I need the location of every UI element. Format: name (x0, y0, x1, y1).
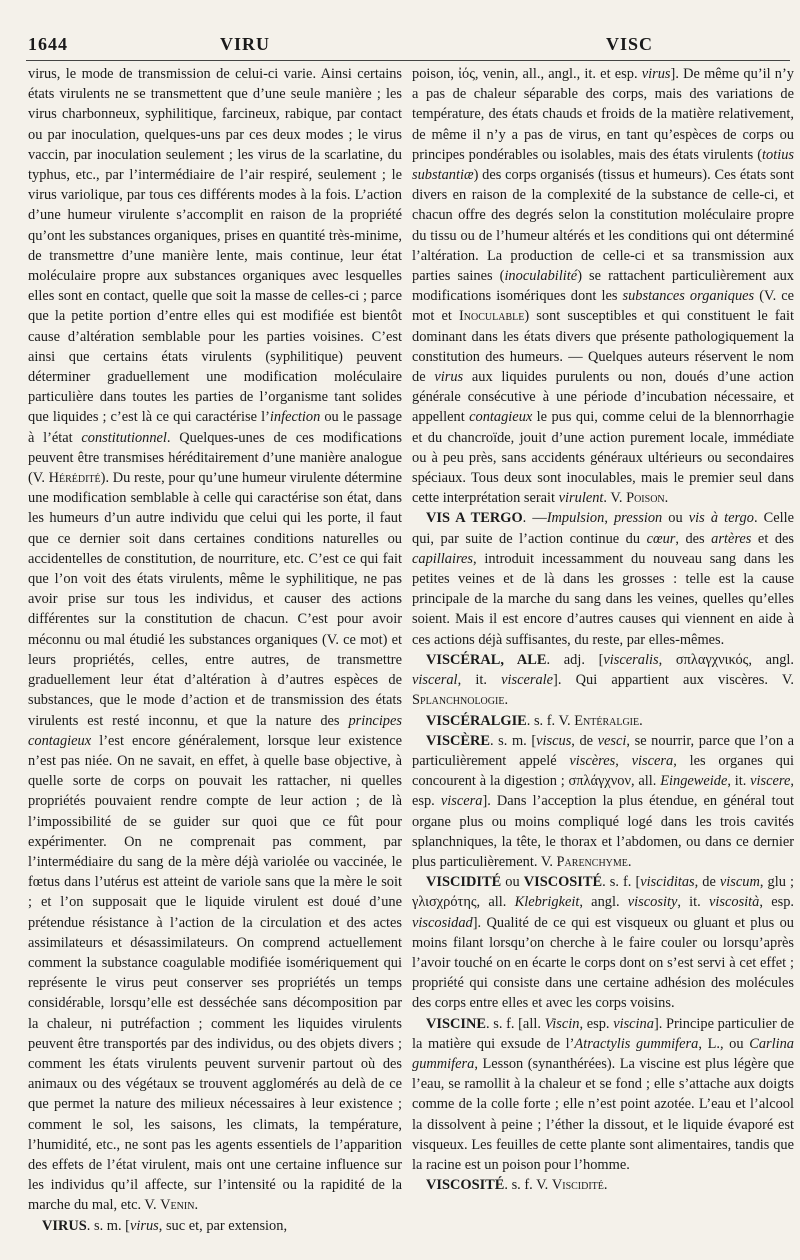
entry-visceralgie: VISCÉRALGIE. s. f. V. Entéralgie. (426, 712, 643, 729)
left-column (28, 64, 402, 1234)
headword-visceral: VISCÉRAL, ALE (426, 651, 547, 668)
entry-virus: VIRUS. s. m. [virus, suc et, par extension, (42, 1217, 288, 1234)
page-header (28, 28, 784, 58)
headword-viscidite: VISCIDITÉ (426, 874, 502, 891)
entry-viscidite: VISCIDITÉ ou VISCOSITÉ. s. f. [visciditas, de viscum, glu ; γλισχρότης, all. Klebrigkeit, angl. viscosity, it. viscosità, esp. viscosidad]. Qualité de ce qui est visqueux ou gluant et plus ou moins filant lorsqu’on cherche à le faire couler ou lorsqu’après l’avoir touché on en écarte le corps dont on s’est servi à cet effet ; propriété qui consiste dans une certaine adhésion des molécules des corps entre elles et avec les corps voisins. (412, 874, 794, 1012)
headword-virus: VIRUS (42, 1217, 87, 1234)
entry-viscere: VISCÈRE. s. m. [viscus, de vesci, se nourrir, parce que l’on a particulièrement appelé viscères, viscera, les organes qui concourent à la digestion ; σπλάγχνον, all. Eingeweide, it. viscere, esp. viscera]. Dans l’acception la plus étendue, en général tout organe plus ou moins compliqué logé dans les trois cavités splanchniques, la tête, le thorax et l’abdomen, ou dans ce dernier plus particulièrement. V. Parenchyme. (412, 732, 794, 870)
left-running-head: VIRU (220, 34, 271, 54)
headword-viscere: VISCÈRE (426, 732, 490, 749)
headword-visceralgie: VISCÉRALGIE (426, 712, 527, 729)
page-number: 1644 (28, 34, 68, 54)
entry-viscine: VISCINE. s. f. [all. Viscin, esp. viscina]. Principe particulier de la matière qui exsude de l’Atractylis gummifera, L., ou Carlina gummifera, Lesson (synanthérées). La viscine est plus légère que l’eau, se ramollit à la chaleur et se fond ; elle s’attache aux doigts comme de la colle forte ; elle n’est point azotée. L’eau et l’alcool la dissolvent à peine ; l’éther la dissout, et le liquide évaporé est visqueux. Les feuilles de cette plante sont alimentaires, tandis que la racine est un poison pour l’homme. (412, 1015, 794, 1173)
headword-vis-a-tergo: VIS A TERGO (426, 510, 523, 527)
headword-viscine: VISCINE (426, 1015, 486, 1032)
headword-viscosite: VISCOSITÉ (426, 1177, 505, 1194)
entry-visceral: VISCÉRAL, ALE. adj. [visceralis, σπλαγχνικός, angl. visceral, it. viscerale]. Qui appartient aux viscères. V. Splanchnologie. (412, 651, 794, 709)
entry-viscosite: VISCOSITÉ. s. f. V. Viscidité. (426, 1177, 608, 1194)
entry-vis-a-tergo: VIS A TERGO. —Impulsion, pression ou vis à tergo. Celle qui, par suite de l’action continue du cœur, des artères et des capillaires, introduit incessamment du nouveau sang dans les petites veines et de là dans les grosses : telle est la cause principale de la marche du sang dans les veines, quelles qu’elles soient. Mais il est encore d’autres causes qui viennent en aide à ces actions déjà suffisantes, du reste, par elles-mêmes. (412, 510, 794, 648)
right-running-head: VISC (606, 34, 654, 54)
header-rule (26, 60, 790, 61)
right-column (412, 64, 794, 1234)
virus-continuation-text: virus, le mode de transmission de celui-ci varie. Ainsi certains états virulents ne se transmettent que d’une seule manière ; les virus charbonneux, syphilitique, farcineux, rabique, par contact ou par inoculation, quelques-uns par ces deux modes ; le virus vaccin, par inoculation seulement ; les virus de la scarlatine, du typhus, etc., par l’intermédiaire de l’air respiré, seulement ; le virus variolique, par tous ces différents modes à la fois. L’action d’une humeur virulente s’accomplit en raison de la propriété qu’ont les substances organiques, prises en quantité très-minime, de transmettre d’une manière lente, mais continue, leur état moléculaire propre aux substances organiques avec lesquelles elles sont en contact, quelle que soit la masse de celles-ci ; parce que la petite portion d’entre elles qui est modifiée est bientôt cause d’altération semblable pour les parties voisines. C’est ainsi que certains états virulents (syphilitique) peuvent déterminer graduellement une modification moléculaire particulière dans toutes les parties de l’organisme tant solides que liquides ; c’est là ce qui caractérise l’infection ou le passage à l’état constitutionnel. Quelques-unes de ces modifications peuvent être transmises héréditairement d’une manière analogue (V. Hérédité). Du reste, pour qu’une humeur virulente détermine une modification semblable à celle qui caractérise son état, dans les humeurs d’un autre individu que celui qui les porte, il faut que ce dernier soit dans certaines conditions naturelles ou accidentelles de constitution, de nourriture, etc. C’est ce qui fait que l’on voit des états virulents, même le syphilitique, ne pas avoir prise sur tous les individus, et causer des actions différentes sur la constitution de chacun. C’est pour avoir méconnu ou mal étudié les substances organiques (V. ce mot) et leurs propriétés, celles, entre autres, de transmettre graduellement leur état d’altération à d’autres espèces de substances, que le mode d’action et de transmission des états virulents est resté inconnu, et que la nature des principes contagieux l’est encore généralement, lorsque leur existence n’est pas niée. On ne savait, en effet, à quelle base objective, à quelle sorte de corps on pouvait les rattacher, ni quelles propriétés pouvaient rendre compte de leur action ; de là l’impossibilité de se guider sur quoi que ce fût pour expérimenter. On ne comprenait pas comment, par l’intermédiaire du sang de la mère déjà variolée ou vaccinée, le fœtus dans l’utérus est atteint de variole sans que la mère le soit ; et l’on supposait que le liquide virulent est doué d’une prétendue résistance à l’action de la circulation et des actes assimilateurs et désassimilateurs. On comprend actuellement comment la substance coagulable modifiée isomériquement qui représente le virus peut conserver ses propriétés un temps considérable, lorsqu’elle est desséchée sans décomposition par la chaleur, ni putréfaction ; comment les liquides virulents peuvent être transportés par des individus, ou des objets divers ; comment les états virulents peuvent survenir partout où des animaux ou des végétaux se trouvent agglomérés au delà de ce que permet la nature des milieux nécessaires à leur existence ; comment le sol, les saisons, les climats, la température, l’humidité, etc., ne sont pas les agents essentiels de l’apparition des effets de l’état virulent, mais ont une certaine influence sur les individus qu’il affecte, sur l’intensité ou la rapidité de la marche du mal, etc. V. Venin. (28, 66, 402, 1214)
virus-definition-continued: poison, ἰός, venin, all., angl., it. et esp. virus]. De même qu’il n’y a pas de chaleur séparable des corps, mais des variations de température, des états chauds et froids de la matière relativement, de même il n’y a pas de virus, en tant qu’espèces de corps ou principes pondérables ou isolables, mais des états virulents (totius substantiæ) des corps organisés (tissus et humeurs). Ces états sont divers en raison de la complexité de la substance de celle-ci, et chacun offre des degrés selon la constitution moléculaire propre du tissu ou de l’humeur altérés et les conditions qui ont déterminé l’altération. La production de celle-ci et sa transmission aux parties saines (inoculabilité) se rattachent particulièrement aux modifications isomériques dont les substances organiques (V. ce mot et Inoculable) sont susceptibles et qui constituent le fait dominant dans les états divers que présente pathologiquement la constitution des humeurs. — Quelques auteurs réservent le nom de virus aux liquides purulents ou non, doués d’une action générale consécutive à une période d’incubation nécessaire, et appellent contagieux le pus qui, comme celui de la blennorrhagie et du chancroïde, jouit d’une action purement locale, immédiate ou à peu près, sans accidents généraux ultérieurs ou secondaires spéciaux. Tous deux sont inoculables, mais le premier seul dans cette interprétation serait virulent. V. Poison. (412, 66, 794, 507)
